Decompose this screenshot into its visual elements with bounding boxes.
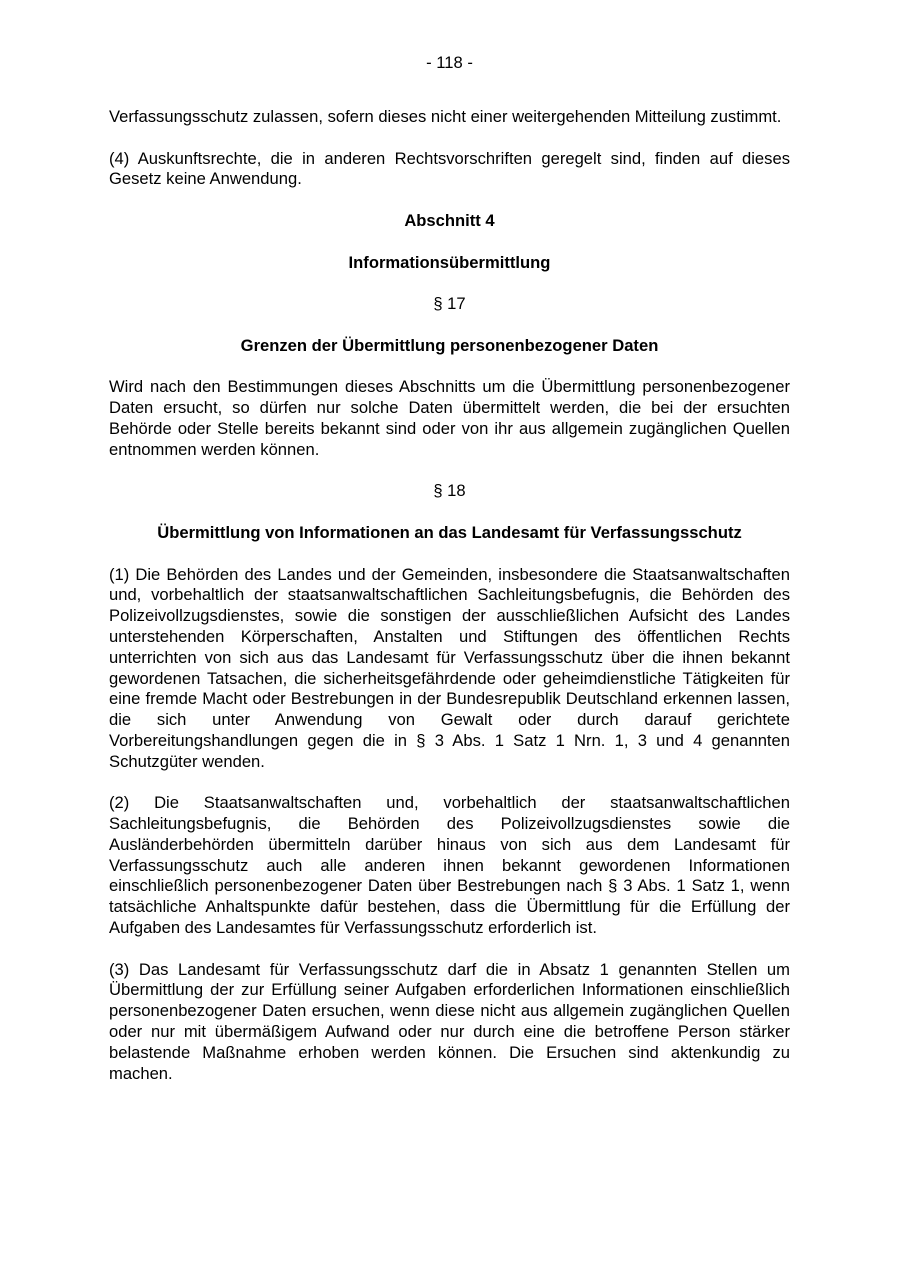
paragraph-18-abs-2: (2) Die Staatsanwaltschaften und, vorbehaltlich der staatsanwaltschaftlichen Sachleitungsbefugnis, die Behörden des Polizeivollzugsdienstes sowie die Ausländerbehörden übermitteln darüber hinaus von sich aus dem Landesamt für Verfassungsschutz auch alle anderen ihnen bekannt gewordenen Informationen einschließlich personenbezogener Daten über Bestrebungen nach § 3 Abs. 1 Satz 1, wenn tatsächliche Anhaltspunkte dafür bestehen, dass die Übermittlung für die Erfüllung der Aufgaben des Landesamtes für Verfassungsschutz erforderlich ist. bbox=[109, 793, 790, 938]
paragraph-18-abs-1: (1) Die Behörden des Landes und der Gemeinden, insbesondere die Staatsanwaltschaften und, vorbehaltlich der staatsanwaltschaftlichen Sachleitungsbefugnis, die Behörden des Polizeivollzugsdienstes, sowie die sonstigen der ausschließlichen Aufsicht des Landes unterstehenden Körperschaften, Anstalten und Stiftungen des öffentlichen Rechts unterrichten von sich aus das Landesamt für Verfassungsschutz über die ihnen bekannt gewordenen Tatsachen, die sicherheitsgefährdende oder geheimdienstliche Tätigkeiten für eine fremde Macht oder Bestrebungen in der Bundesrepublik Deutschland erkennen lassen, die sich unter Anwendung von Gewalt oder durch darauf gerichtete Vorbereitungshandlungen gegen die in § 3 Abs. 1 Satz 1 Nrn. 1, 3 und 4 genannten Schutzgüter wenden. bbox=[109, 564, 790, 771]
document-body bbox=[109, 107, 790, 1084]
continuation-paragraph: Verfassungsschutz zulassen, sofern dieses nicht einer weitergehenden Mitteilung zustimmt. bbox=[109, 107, 782, 126]
page-number: - 118 - bbox=[426, 53, 473, 72]
document-page bbox=[109, 0, 790, 1273]
paragraph-18-abs-3: (3) Das Landesamt für Verfassungsschutz darf die in Absatz 1 genannten Stellen um Übermittlung der zur Erfüllung seiner Aufgaben erforderlichen Informationen einschließlich personenbezogener Daten ersuchen, wenn diese nicht aus allgemein zugänglichen Quellen oder nur mit übermäßigem Aufwand oder nur durch eine die betroffene Person stärker belastende Maßnahme erhoben werden können. Die Ersuchen sind aktenkundig zu machen. bbox=[109, 959, 790, 1083]
paragraph-17-title: Grenzen der Übermittlung personenbezogener Daten bbox=[240, 335, 659, 355]
paragraph-17-text: Wird nach den Bestimmungen dieses Abschnitts um die Übermittlung personenbezogener Daten ersucht, so dürfen nur solche Daten übermittelt werden, die bei der ersuchten Behörde oder Stelle bereits bekannt sind oder von ihr aus allgemein zugänglichen Quellen entnommen werden können. bbox=[109, 377, 790, 459]
section-heading: Abschnitt 4 bbox=[404, 210, 495, 230]
paragraph-abs-4: (4) Auskunftsrechte, die in anderen Rechtsvorschriften geregelt sind, finden auf dieses Gesetz keine Anwendung. bbox=[109, 148, 790, 189]
section-title: Informationsübermittlung bbox=[348, 252, 551, 272]
paragraph-18-title: Übermittlung von Informationen an das Landesamt für Verfassungsschutz bbox=[157, 522, 742, 542]
paragraph-17-number: § 17 bbox=[433, 294, 466, 314]
paragraph-18-number: § 18 bbox=[433, 481, 466, 501]
